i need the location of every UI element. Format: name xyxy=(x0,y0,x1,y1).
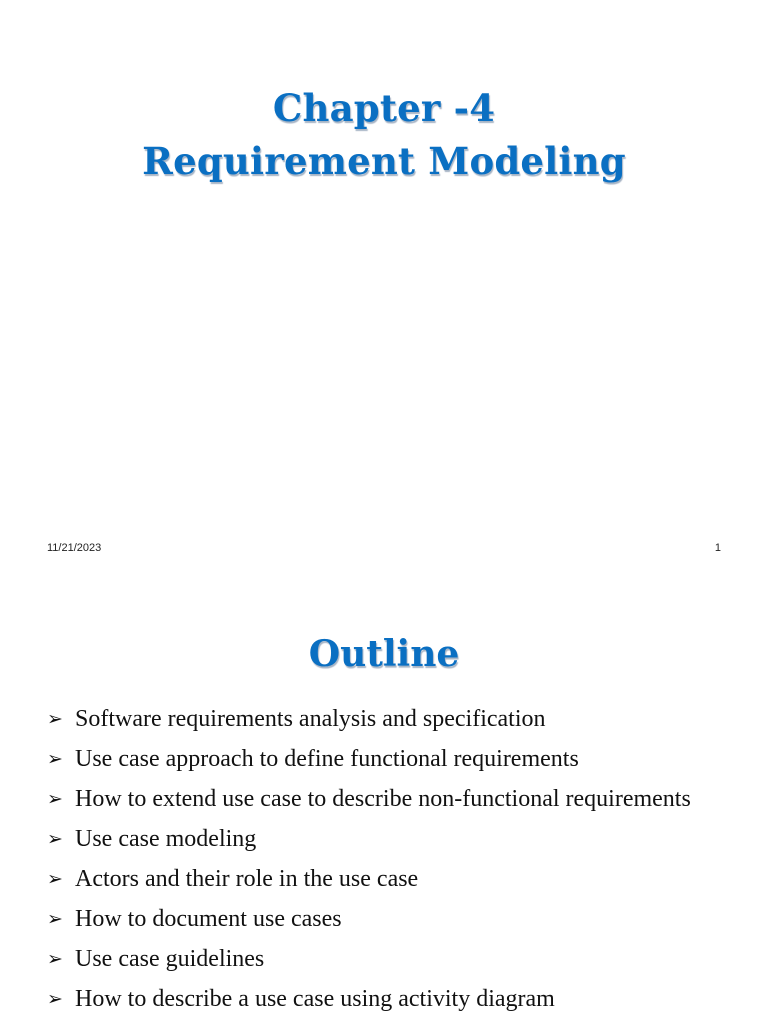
list-item xyxy=(47,943,737,975)
list-item xyxy=(47,903,737,935)
arrow-bullet-icon: ➢ xyxy=(47,948,63,970)
arrow-bullet-icon: ➢ xyxy=(47,828,63,850)
list-item xyxy=(47,703,737,735)
list-item xyxy=(47,783,737,815)
list-item-text: How to extend use case to describe non-functional requirements xyxy=(75,786,691,812)
list-item-text: Software requirements analysis and specification xyxy=(75,706,546,732)
outline-slide xyxy=(0,576,768,1024)
list-item xyxy=(47,823,737,855)
arrow-bullet-icon: ➢ xyxy=(47,988,63,1010)
outline-list xyxy=(47,703,737,1023)
slide-page-number: 1 xyxy=(714,542,721,554)
arrow-bullet-icon: ➢ xyxy=(47,868,63,890)
list-item xyxy=(47,743,737,775)
list-item xyxy=(47,983,737,1015)
list-item-text: Actors and their role in the use case xyxy=(75,866,419,892)
slide-date: 11/21/2023 xyxy=(47,542,102,554)
arrow-bullet-icon: ➢ xyxy=(47,788,63,810)
arrow-bullet-icon: ➢ xyxy=(47,908,63,930)
arrow-bullet-icon: ➢ xyxy=(47,708,63,730)
list-item-text: Use case guidelines xyxy=(75,946,265,972)
outline-heading: Outline xyxy=(308,633,460,675)
slide-title xyxy=(0,82,768,188)
chapter-subtitle: Requirement Modeling xyxy=(142,139,626,183)
chapter-title: Chapter -4 xyxy=(272,86,496,130)
list-item-text: Use case modeling xyxy=(75,826,257,852)
list-item-text: How to document use cases xyxy=(75,906,342,932)
arrow-bullet-icon: ➢ xyxy=(47,748,63,770)
list-item-text: How to describe a use case using activity diagram xyxy=(75,986,555,1012)
list-item xyxy=(47,863,737,895)
list-item-text: Use case approach to define functional requirements xyxy=(75,746,579,772)
